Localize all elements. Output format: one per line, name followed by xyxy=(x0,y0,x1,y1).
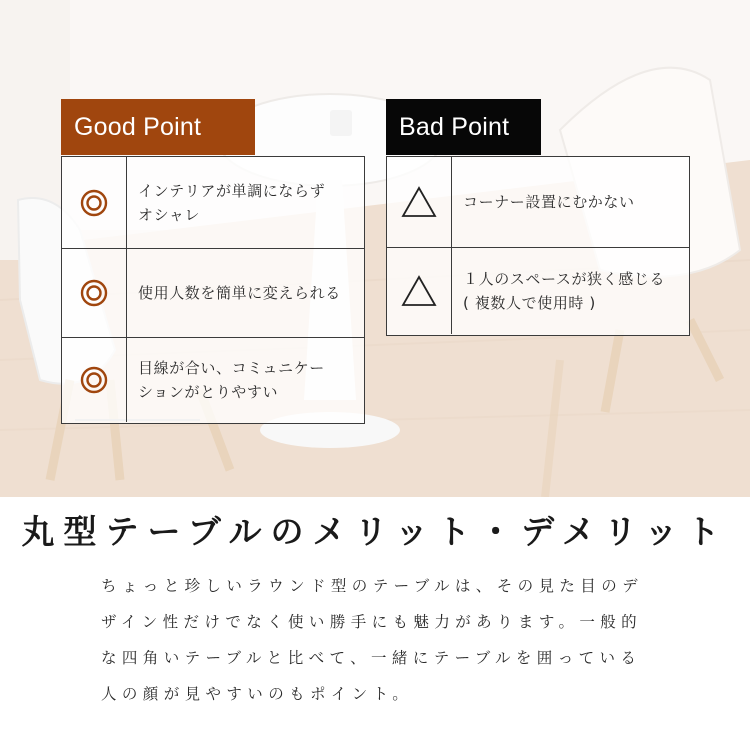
page-title: 丸型テーブルのメリット・デメリット xyxy=(21,512,729,551)
double-circle-icon xyxy=(80,366,108,394)
bad-point-row xyxy=(387,157,689,247)
triangle-icon xyxy=(401,275,437,307)
good-point-text: 目線が合い、コミュニケー ションがとりやすい xyxy=(138,359,325,401)
good-point-row xyxy=(62,337,364,422)
description-text: ちょっと珍しいラウンド型のテーブルは、その見た目のデ ザイン性だけでなく使い勝手にも魅力があります。一般的 な四角いテーブルと比べて、一緒にテーブルを囲っている 人の顔が見やすいのもポイント。 xyxy=(101,577,644,703)
good-point-row xyxy=(62,157,364,248)
double-circle-icon xyxy=(80,279,108,307)
good-point-row xyxy=(62,248,364,337)
bad-mark-cell xyxy=(387,248,452,334)
good-point-table xyxy=(61,156,365,424)
good-mark-cell xyxy=(62,157,127,248)
bad-point-text: １人のスペースが狭く感じる ( 複数人で使用時 ) xyxy=(463,270,666,312)
good-mark-cell xyxy=(62,338,127,422)
good-point-text: インテリアが単調にならず オシャレ xyxy=(138,181,326,224)
bad-point-row xyxy=(387,247,689,334)
good-point-text: 使用人数を簡単に変えられる xyxy=(138,284,341,302)
good-mark-cell xyxy=(62,249,127,337)
bad-point-text: コーナー設置にむかない xyxy=(463,193,635,211)
bad-mark-cell xyxy=(387,157,452,247)
bad-point-table xyxy=(386,156,690,336)
bad-point-heading: Bad Point xyxy=(386,99,541,155)
double-circle-icon xyxy=(80,189,108,217)
triangle-icon xyxy=(401,186,437,218)
good-point-heading: Good Point xyxy=(61,99,255,155)
